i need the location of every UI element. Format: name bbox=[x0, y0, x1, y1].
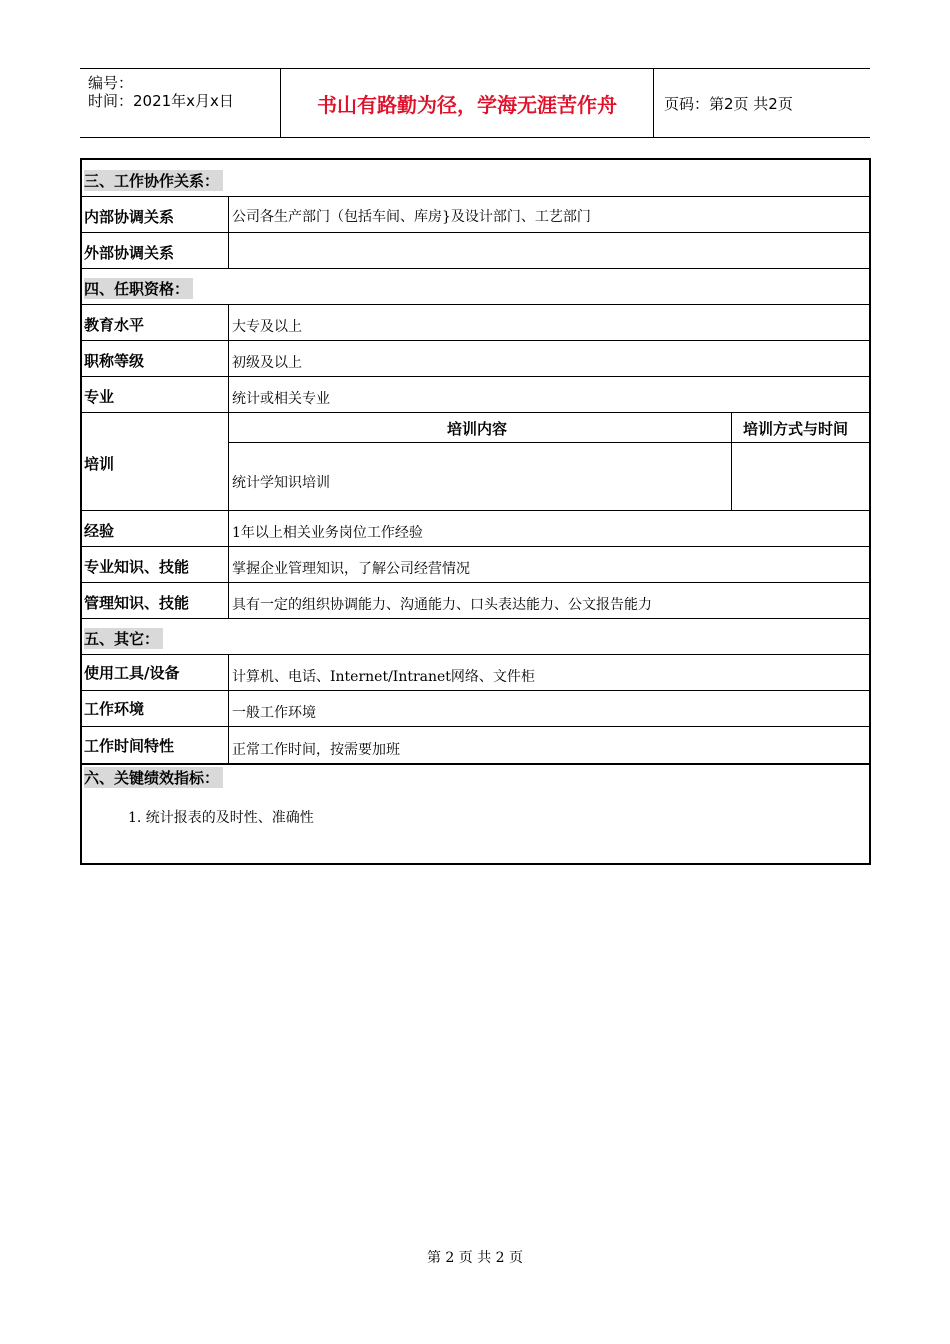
row-label: 教育水平 bbox=[84, 316, 145, 334]
row-label: 培训 bbox=[84, 455, 115, 473]
section-title: 三、工作协作关系： bbox=[84, 170, 223, 191]
row-value: 具有一定的组织协调能力、沟通能力、口头表达能力、公文报告能力 bbox=[232, 597, 652, 613]
row-title-level bbox=[82, 341, 869, 377]
header-motto: 书山有路勤为径，学海无涯苦作舟 bbox=[281, 69, 654, 137]
section-row-qualifications bbox=[82, 269, 869, 305]
row-value: 一般工作环境 bbox=[232, 705, 316, 721]
training-content-header: 培训内容 bbox=[447, 420, 508, 438]
row-experience bbox=[82, 511, 869, 547]
row-external bbox=[82, 233, 869, 269]
row-label: 专业 bbox=[84, 388, 115, 406]
section-title-kpi: 六、关键绩效指标： bbox=[84, 767, 223, 788]
row-internal bbox=[82, 197, 869, 233]
row-value: 正常工作时间，按需要加班 bbox=[232, 742, 400, 758]
row-environment bbox=[82, 691, 869, 727]
page-info: 页码：第2页 共2页 bbox=[664, 95, 793, 113]
row-value: 计算机、电话、Internet/Intranet网络、文件柜 bbox=[232, 669, 535, 685]
row-label: 职称等级 bbox=[84, 352, 145, 370]
row-label: 管理知识、技能 bbox=[84, 594, 190, 612]
section-title: 五、其它： bbox=[84, 628, 163, 649]
document-header bbox=[80, 68, 870, 138]
row-education bbox=[82, 305, 869, 341]
kpi-item: 1. 统计报表的及时性、准确性 bbox=[128, 810, 314, 826]
row-value: 1年以上相关业务岗位工作经验 bbox=[232, 525, 423, 541]
training-header-divider bbox=[229, 442, 869, 443]
row-pro-skill bbox=[82, 547, 869, 583]
section-title: 四、任职资格： bbox=[84, 278, 193, 299]
column-divider bbox=[228, 655, 229, 763]
job-description-table bbox=[80, 158, 871, 865]
row-label: 内部协调关系 bbox=[84, 208, 175, 226]
row-label: 经验 bbox=[84, 522, 115, 540]
page-footer: 第 2 页 共 2 页 bbox=[426, 1250, 524, 1266]
row-value: 统计或相关专业 bbox=[232, 391, 330, 407]
number-label: 编号： bbox=[88, 74, 134, 92]
row-value: 公司各生产部门（包括车间、库房}及设计部门、工艺部门 bbox=[232, 209, 591, 225]
row-label: 专业知识、技能 bbox=[84, 558, 190, 576]
row-major bbox=[82, 377, 869, 413]
row-mgmt-skill bbox=[82, 583, 869, 619]
section-row-collaboration bbox=[82, 160, 869, 197]
row-value: 掌握企业管理知识，了解公司经营情况 bbox=[232, 561, 470, 577]
header-meta bbox=[80, 69, 281, 137]
training-content-value: 统计学知识培训 bbox=[232, 475, 330, 491]
training-method-header: 培训方式与时间 bbox=[743, 420, 849, 438]
row-value: 大专及以上 bbox=[232, 319, 302, 335]
row-label: 工作环境 bbox=[84, 700, 145, 718]
row-tools bbox=[82, 655, 869, 691]
column-divider bbox=[228, 197, 229, 269]
training-column-divider bbox=[731, 413, 732, 510]
row-value: 初级及以上 bbox=[232, 355, 302, 371]
row-label: 工作时间特性 bbox=[84, 737, 175, 755]
time-label: 时间：2021年x月x日 bbox=[88, 92, 234, 110]
row-label: 使用工具/设备 bbox=[84, 664, 180, 682]
row-work-time bbox=[82, 727, 869, 765]
row-label: 外部协调关系 bbox=[84, 244, 175, 262]
row-training bbox=[82, 413, 869, 511]
section-row-others bbox=[82, 619, 869, 655]
column-divider bbox=[228, 305, 229, 619]
